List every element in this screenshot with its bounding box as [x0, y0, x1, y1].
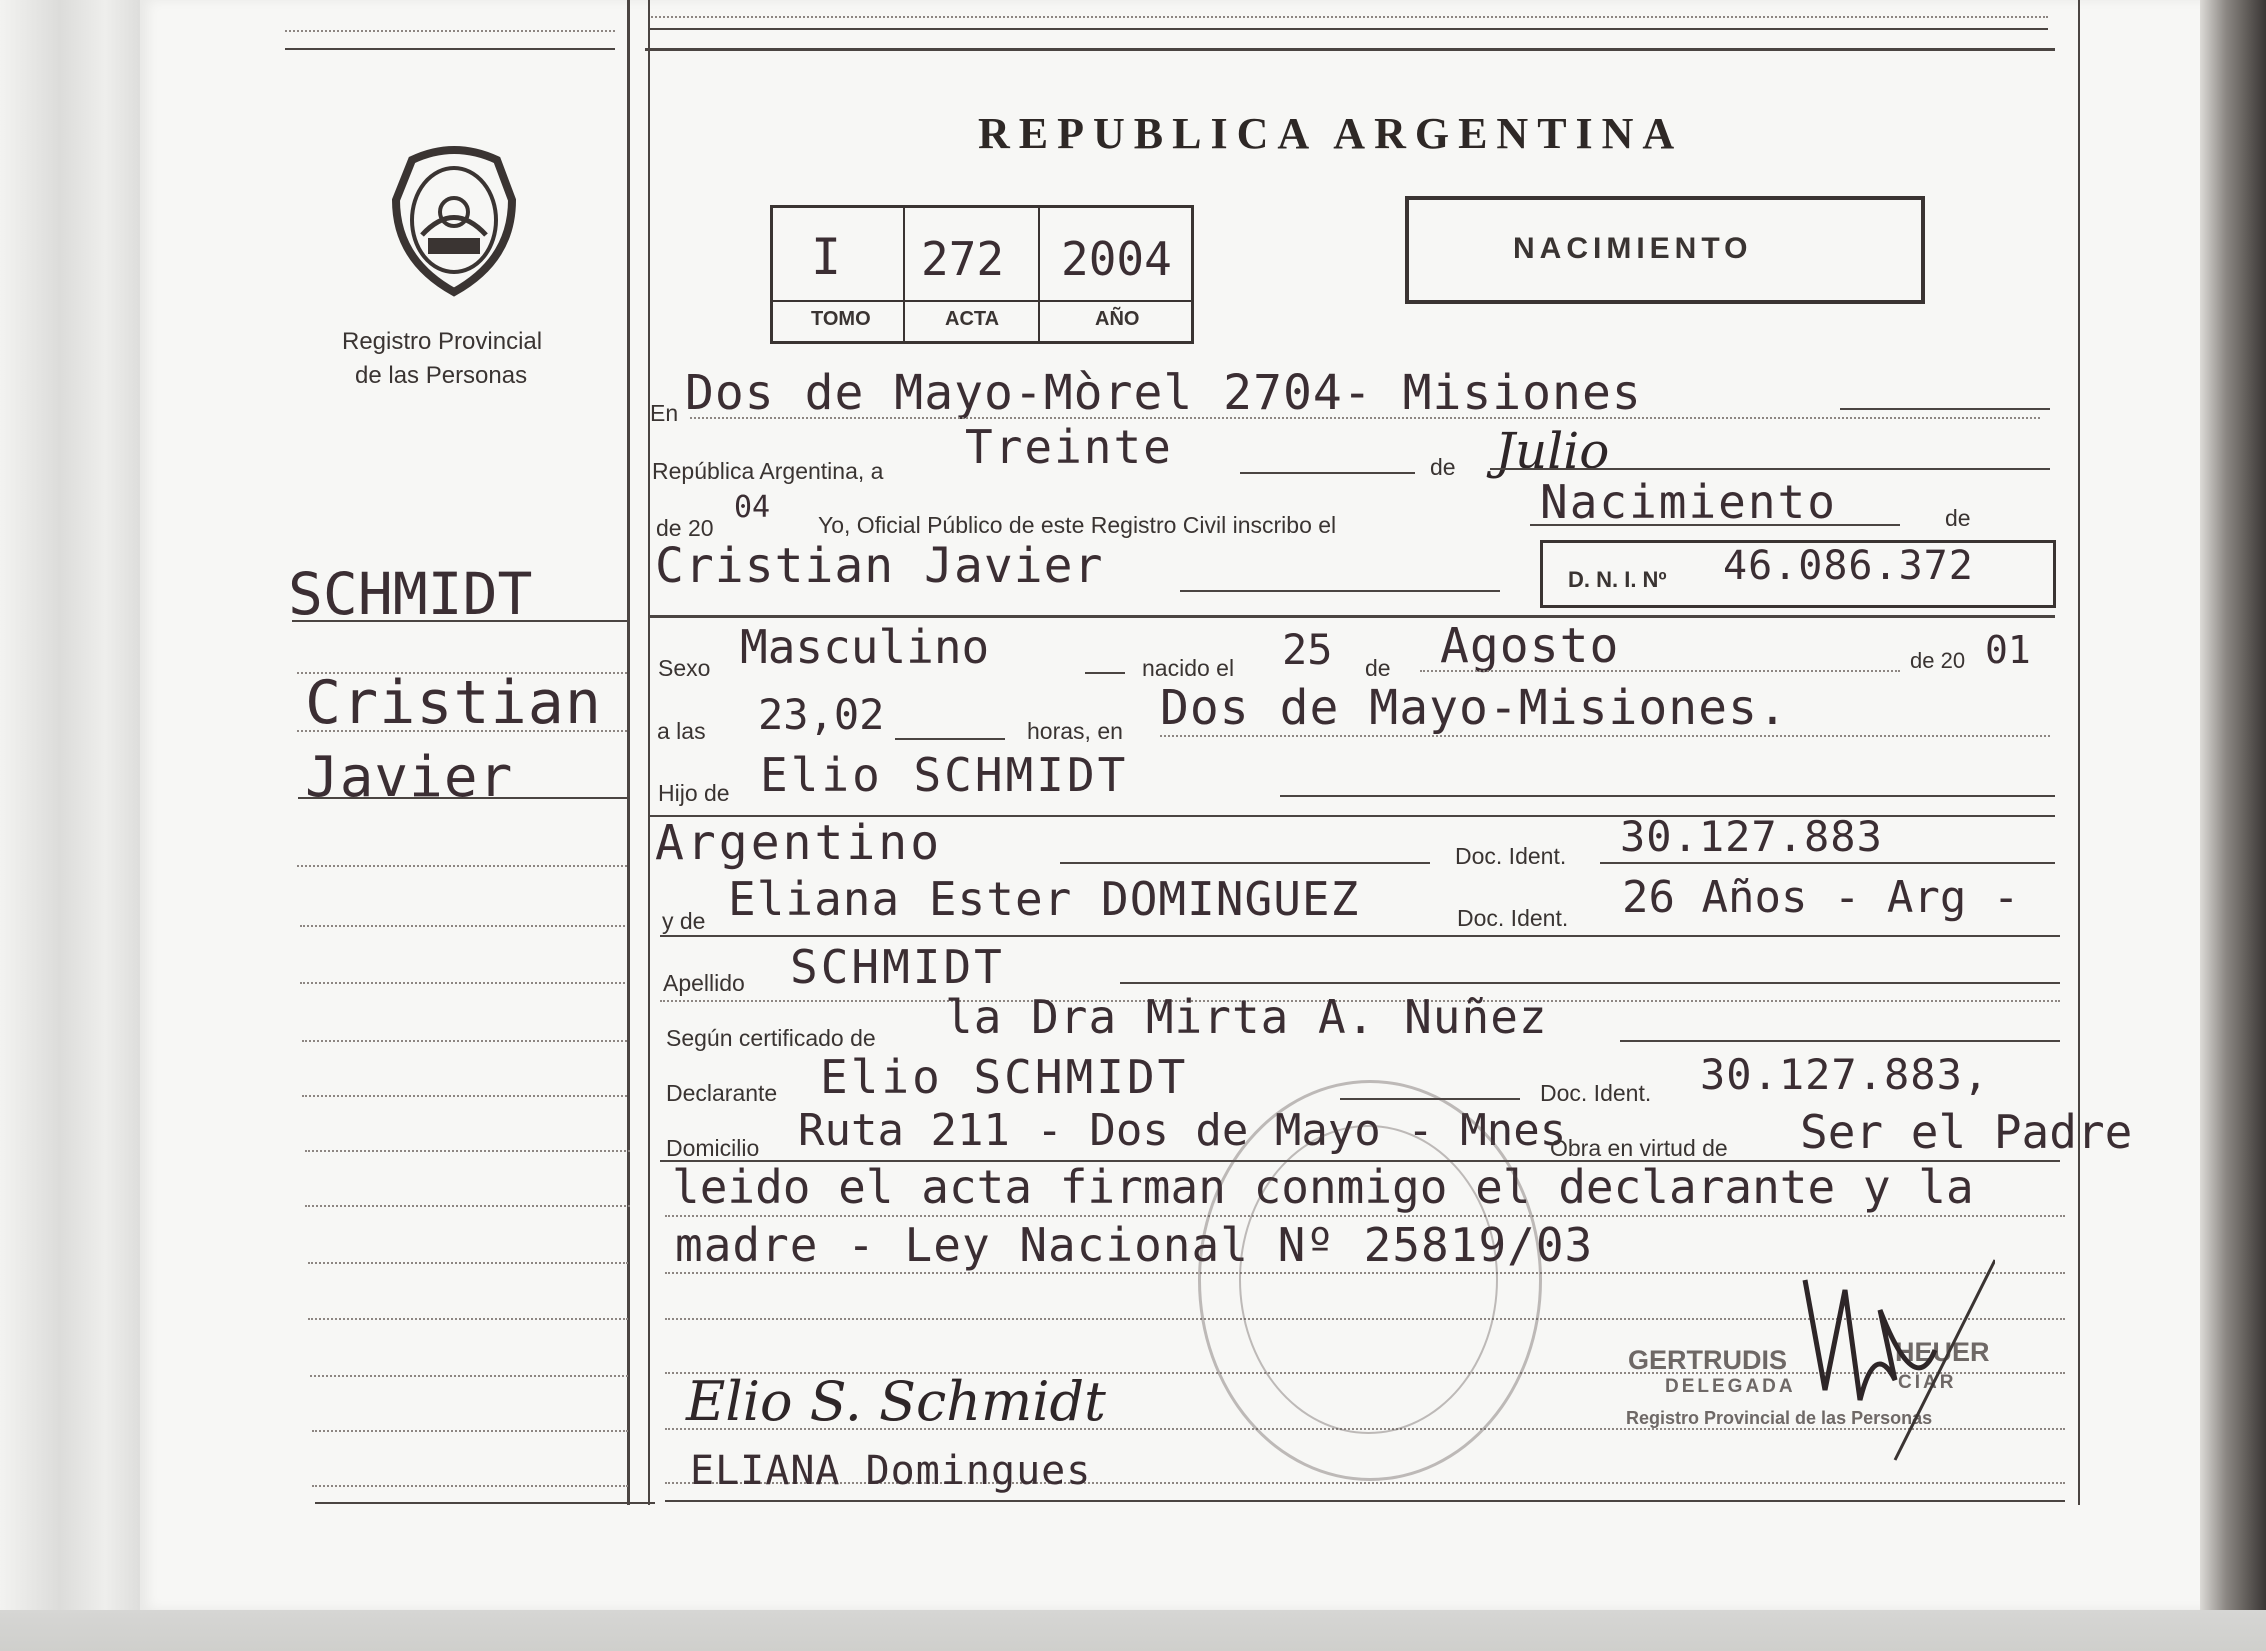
en-label: En — [650, 400, 679, 426]
doc-label-2: Doc. Ident. — [1457, 905, 1569, 931]
acta-label: ACTA — [945, 308, 1000, 330]
father-signature: Elio S. Schmidt — [686, 1370, 1106, 1433]
hijo-label: Hijo de — [658, 780, 730, 806]
top-dotted-line — [648, 16, 2048, 18]
top-rule — [285, 48, 615, 50]
dni-box — [1540, 540, 2056, 608]
surname-value: SCHMIDT — [790, 940, 1005, 994]
official-signature-icon — [1785, 1250, 1995, 1470]
birth-month-value: Agosto — [1440, 618, 1620, 674]
certificado-label: Según certificado de — [666, 1025, 876, 1051]
mother-signature: ELIANA Domingues — [690, 1448, 1092, 1494]
record-type-box — [1405, 196, 1925, 304]
sex-value: Masculino — [740, 620, 990, 674]
declarant-doc-value: 30.127.883, — [1700, 1050, 1990, 1099]
father-name-value: Elio SCHMIDT — [760, 748, 1129, 802]
margin-surname: SCHMIDT — [288, 560, 533, 628]
book-bottom-edge — [0, 1610, 2266, 1651]
official-stamp — [1198, 1080, 1542, 1481]
official-name-2: HEUER — [1895, 1337, 1990, 1367]
sexo-label: Sexo — [658, 655, 711, 681]
official-registry: Registro Provincial de las Personas — [1626, 1408, 1933, 1428]
birth-day-value: 25 — [1282, 625, 1333, 674]
de-label: de — [1430, 454, 1456, 480]
dni-value: 46.086.372 — [1723, 543, 1974, 589]
registry-name-line2: de las Personas — [355, 362, 528, 389]
nacido-label: nacido el — [1142, 655, 1235, 681]
day-value: Treinte — [965, 420, 1173, 474]
domicilio-label: Domicilio — [666, 1135, 760, 1161]
official-name: GERTRUDIS — [1628, 1345, 1788, 1375]
margin-second-name: Javier — [305, 745, 514, 810]
republica-label: República Argentina, a — [652, 458, 884, 484]
tomo-label: TOMO — [811, 308, 871, 330]
top-rule — [645, 48, 2055, 51]
right-border — [2078, 0, 2080, 1505]
father-doc-value: 30.127.883 — [1620, 812, 1883, 861]
official-title: DELEGADA — [1665, 1376, 1796, 1397]
record-kind-value: Nacimiento — [1540, 475, 1837, 529]
de20-label-2: de 20 — [1910, 648, 1966, 673]
document-title: REPUBLICA ARGENTINA — [978, 109, 1684, 158]
observation-line2: madre - Ley Nacional Nº 25819/03 — [675, 1218, 1594, 1272]
book-right-edge — [2200, 0, 2266, 1651]
dni-label: D. N. I. Nº — [1568, 567, 1667, 592]
month-value: Julio — [1495, 422, 1610, 480]
horas-label: horas, en — [1027, 718, 1123, 744]
column-divider — [627, 0, 630, 1505]
ano-label: AÑO — [1095, 308, 1140, 330]
tomo-value: I — [811, 228, 844, 286]
birth-place-value: Dos de Mayo-Misiones. — [1160, 680, 1788, 736]
mother-name-value: Eliana Ester DOMINGUEZ — [728, 872, 1360, 926]
address-value: Ruta 211 - Dos de Mayo - Mnes — [798, 1105, 1567, 1156]
official-title-2: CIAR — [1898, 1372, 1957, 1393]
provincia-misiones-seal-icon — [382, 140, 527, 300]
observation-line1: leido el acta firman conmigo el declarante y la — [672, 1160, 1974, 1214]
yde-label: y de — [662, 908, 706, 934]
de20-label: de 20 — [656, 515, 714, 541]
record-number-box — [770, 205, 1194, 344]
declarant-value: Elio SCHMIDT — [820, 1050, 1189, 1104]
book-left-edge — [0, 0, 150, 1651]
alas-label: a las — [657, 718, 706, 744]
mother-doc-value: 26 Años - Arg - — [1622, 872, 2020, 923]
obra-label: Obra en virtud de — [1550, 1135, 1728, 1161]
top-dotted-line — [285, 30, 615, 32]
certifier-value: la Dra Mirta A. Nuñez — [945, 990, 1548, 1044]
doc-label: Doc. Ident. — [1455, 843, 1567, 869]
margin-first-name: Cristian — [305, 668, 602, 738]
top-rule — [648, 28, 2048, 30]
doc-label-3: Doc. Ident. — [1540, 1080, 1652, 1106]
declarante-label: Declarante — [666, 1080, 778, 1106]
column-divider — [648, 0, 650, 1505]
father-nationality-value: Argentino — [655, 815, 943, 871]
registry-name-line1: Registro Provincial — [342, 328, 543, 355]
apellido-label: Apellido — [663, 970, 745, 996]
capacity-value: Ser el Padre — [1800, 1105, 2133, 1159]
place-value: Dos de Mayo-Mòrel 2704- Misiones — [685, 365, 1642, 421]
year-value: 04 — [734, 490, 771, 525]
acta-value: 272 — [921, 232, 1005, 286]
ano-value: 2004 — [1061, 232, 1172, 286]
birth-time-value: 23,02 — [758, 690, 885, 739]
de-label-2: de — [1945, 505, 1971, 531]
de-label-3: de — [1365, 655, 1391, 681]
record-type-label: NACIMIENTO — [1513, 232, 1753, 265]
child-name-value: Cristian Javier — [655, 538, 1104, 594]
birth-year-value: 01 — [1985, 628, 2031, 672]
oficial-text: Yo, Oficial Público de este Registro Civil inscribo el — [818, 512, 1337, 538]
